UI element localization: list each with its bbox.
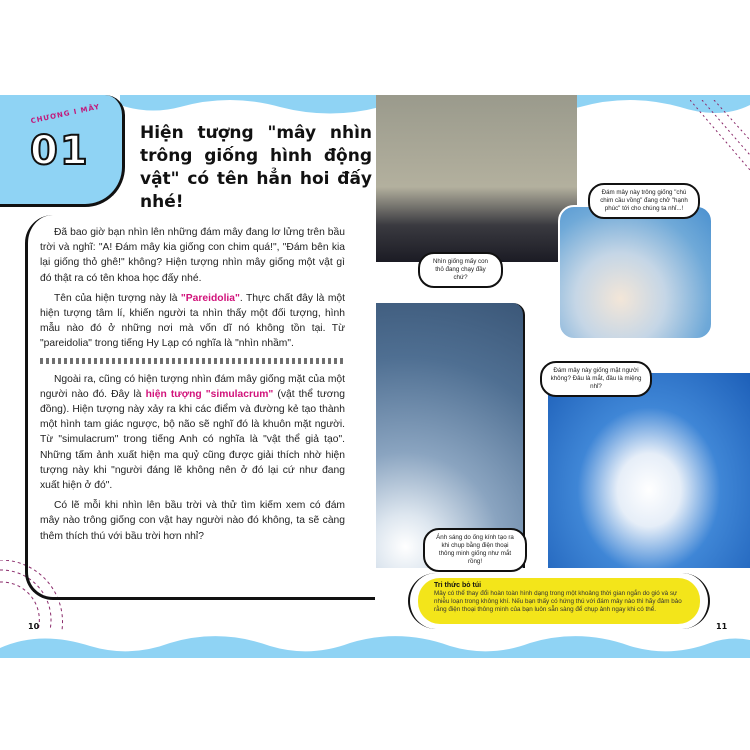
speech-bubble: Ánh sáng do ống kính tạo ra khi chụp bằng điện thoại thông minh giống như mắt rồng!	[423, 528, 527, 572]
speech-bubble: Nhìn giống mấy con thỏ đang chạy đầy chứ?	[418, 252, 503, 288]
paragraph	[40, 372, 345, 494]
text: (vật thể tương đồng). Hiện tượng này xảy ra khi các điểm và đường kẻ tạo thành một hình tam giác ngược, bộ não sẽ nghĩ đó là khuôn mặt người. Từ "simulacrum" trong tiếng Anh có nghĩa là "vật thể giả tạo". Những tấm ảnh xuất hiện ma quỷ cũng được giải thích nhờ hiện tượng này khi "người đáng lẽ không nên ở đó lại cứ như đang xuất hiện ở đó".	[40, 388, 345, 492]
page-title: Hiện tượng "mây nhìn trông giống hình động vật" có tên hẳn hoi đấy nhé!	[140, 123, 372, 212]
paragraph: Có lẽ mỗi khi nhìn lên bầu trời và thử tìm kiếm xem có đám mây nào trông giống con vật hay người nào đó không, ta sẽ càng thêm thích thú với bầu trời hơn nhỉ?	[40, 500, 345, 542]
text: Tên của hiện tượng này là	[54, 292, 181, 304]
page-number-left: 10	[28, 622, 40, 631]
paragraph: Đã bao giờ bạn nhìn lên những đám mây đang lơ lửng trên bầu trời và nghĩ: "A! Đám mây kia giống con chim quá!", "Đám bên kia lại giống thỏ ghê!" không? Hiện tượng nhìn mây giống một vật gì đó thật ra có tên khoa học đấy nhé.	[40, 227, 345, 284]
text: . Thực chất đây là một hiện tượng tâm lí, khiến người ta nhìn thấy một đối tượng, hình mẫu nào đó ở những nơi mà vốn dĩ nó không tồn tại. Từ "pareidolia" trong tiếng Hy Lạp có nghĩa là "nhìn nhầm".	[40, 292, 345, 350]
photo-face-cloud	[548, 373, 750, 568]
divider	[40, 358, 345, 364]
bottom-wave-decoration	[0, 628, 750, 658]
text: Ngoài ra, cũng có hiện tượng nhìn đám mây giống mặt của một người nào đó. Đây là	[40, 373, 345, 400]
speech-bubble: Đám mây này giống mặt người không? Đâu là mắt, đâu là miệng nhỉ?	[540, 361, 652, 397]
chapter-label: CHƯƠNG I MÂY	[29, 102, 101, 126]
tip-box	[418, 578, 700, 624]
page-number-right: 11	[716, 622, 728, 631]
body-text	[40, 225, 345, 549]
dashed-lines-decoration	[690, 100, 750, 190]
photo-rainbow-cloud	[558, 205, 713, 340]
tip-title: Tri thức bỏ túi	[434, 582, 482, 589]
photo-rabbit-clouds	[376, 95, 577, 262]
highlight-term: hiện tượng "simulacrum"	[145, 388, 274, 400]
highlight-term: "Pareidolia"	[180, 292, 240, 304]
tip-text: Mây có thể thay đổi hoàn toàn hình dạng trong một khoảng thời gian ngắn do gió và sự nhiễu loạn trong không khí. Nếu bạn thấy có hứng thú với đám mây nào thì hãy đảm bảo rằng điện thoại thông minh của bạn luôn sẵn sàng để chụp ảnh ngay khi có thể.	[434, 590, 682, 613]
chapter-number: 01	[30, 128, 90, 174]
speech-bubble: Đám mây này trông giống "chú chim cầu vồng" đang chở "hạnh phúc" tới cho chúng ta nhỉ...!	[588, 183, 700, 219]
paragraph	[40, 291, 345, 352]
